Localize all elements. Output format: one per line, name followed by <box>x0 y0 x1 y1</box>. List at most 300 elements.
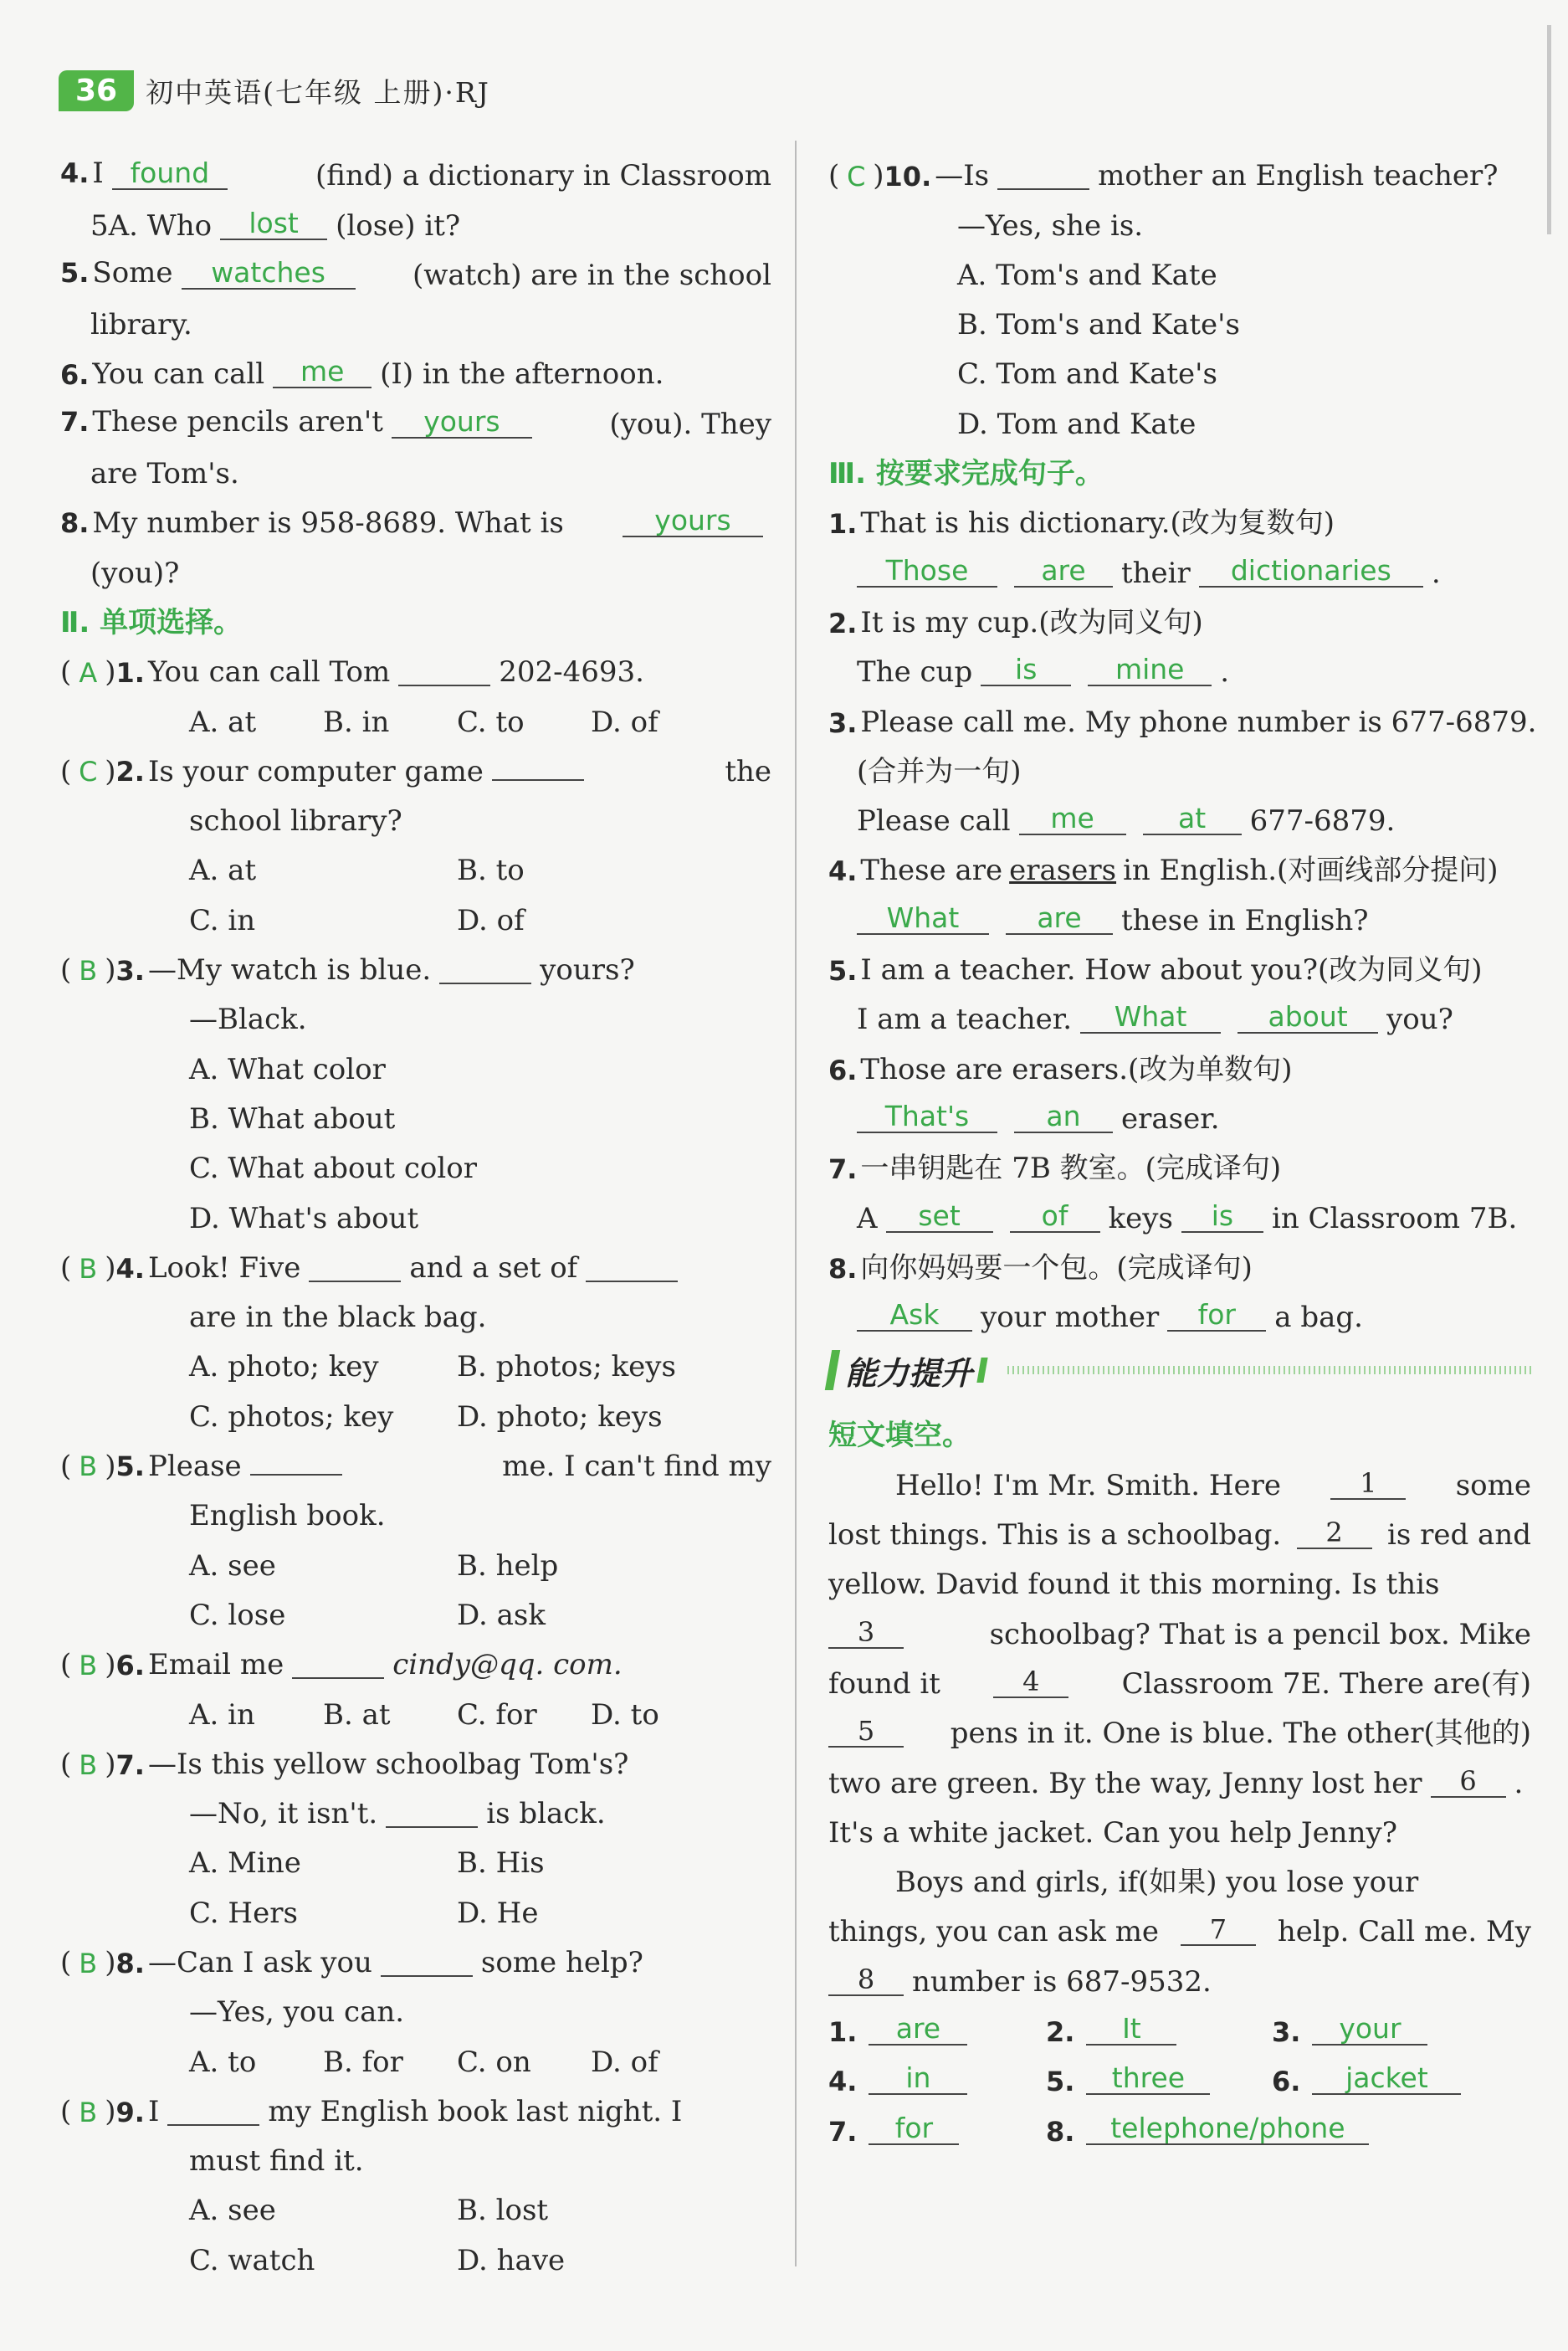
mc10-option-d <box>828 388 1531 441</box>
q-text: in English.(对画线部分提问) <box>1123 854 1499 888</box>
answer-field[interactable]: about <box>1237 1003 1378 1034</box>
passage-text: some <box>1455 1468 1531 1502</box>
answer-field[interactable]: in <box>869 2064 967 2095</box>
q-text: 向你妈妈要一个包。(完成译句) <box>860 1250 1253 1285</box>
answer-field[interactable]: of <box>1010 1202 1100 1233</box>
answer-field[interactable]: dictionaries <box>1199 557 1423 588</box>
q-text: You can call <box>92 357 265 392</box>
blank <box>439 959 531 984</box>
option-c[interactable]: C. What about color <box>189 1152 477 1186</box>
passage-text: . <box>1514 1766 1524 1800</box>
option-b[interactable]: B. at <box>323 1697 391 1732</box>
q4-line2 <box>60 190 771 243</box>
passage-blank[interactable]: 4 <box>993 1668 1068 1698</box>
passage-text: schoolbag? That is a pencil box. Mike <box>989 1617 1531 1651</box>
q-text: (lose) it? <box>336 208 461 243</box>
mc3-option-a <box>60 1034 771 1086</box>
mc1-line1: ( A ) 1. You can call Tom 202-4693. <box>60 655 644 690</box>
s6-answer <box>828 1084 1531 1136</box>
passage-line-1 <box>828 1450 1531 1502</box>
s5-answer <box>828 984 1531 1037</box>
q-number: 3. <box>1272 2015 1301 2048</box>
q-text: mother an English teacher? <box>1098 159 1499 193</box>
q-number: 5. <box>828 955 858 988</box>
passage-line-3 <box>828 1549 1531 1602</box>
s6-question <box>828 1034 1531 1086</box>
q-text: —Is this yellow schoolbag Tom's? <box>147 1747 629 1781</box>
passage-text: number is 687-9532. <box>912 1964 1212 1999</box>
mc10-option-c <box>828 339 1531 392</box>
mc4-options-1 <box>60 1332 771 1384</box>
option-b[interactable]: B. help <box>457 1548 559 1583</box>
q-text: me. I can't find my <box>502 1450 771 1484</box>
q-text: —My watch is blue. <box>147 953 432 988</box>
passage-line-11 <box>828 1946 1531 1999</box>
passage-blank[interactable]: 2 <box>1297 1519 1372 1549</box>
q-number: 2. <box>1046 2015 1075 2048</box>
passage-blank[interactable]: 6 <box>1431 1768 1506 1798</box>
q-number: 4. <box>115 1252 145 1285</box>
s3-question <box>828 686 1537 739</box>
mc9-line2 <box>60 2126 771 2179</box>
answer-field[interactable]: is <box>981 655 1071 686</box>
mc5-options-2 <box>60 1580 771 1630</box>
blank <box>386 1803 478 1828</box>
mc10-line1: ( C ) 10. —Is mother an English teacher? <box>828 159 1499 193</box>
option-c[interactable]: C. on <box>457 2045 531 2079</box>
choice-answer[interactable]: B <box>79 2096 98 2128</box>
choice-answer[interactable]: C <box>79 755 98 788</box>
q-number: 8. <box>828 1252 858 1285</box>
answer-field[interactable]: for <box>1167 1301 1266 1332</box>
answer-field[interactable]: What <box>1080 1003 1221 1034</box>
s5-question <box>828 935 1531 988</box>
q-text: (I) in the afternoon. <box>380 357 664 392</box>
passage-text: yellow. David found it this morning. Is this <box>828 1568 1440 1602</box>
answer-field[interactable]: watches <box>182 259 356 290</box>
q5-line2 <box>60 290 771 342</box>
option-a[interactable]: A. in <box>189 1697 255 1732</box>
q-text: you? <box>1386 1003 1453 1037</box>
option-b[interactable]: B. in <box>323 705 390 739</box>
q-text: their <box>1121 556 1191 590</box>
q8-line1 <box>60 488 771 541</box>
answer-field[interactable]: your <box>1312 2015 1427 2046</box>
s1-answer <box>828 537 1531 590</box>
passage-text: Classroom 7E. There are(有) <box>1121 1666 1531 1701</box>
q-number: 2. <box>115 755 145 788</box>
option-c[interactable]: C. watch <box>189 2243 315 2277</box>
s7-answer <box>828 1183 1531 1235</box>
q-text: your mother <box>981 1301 1160 1335</box>
option-c[interactable]: C. Hers <box>189 1896 298 1930</box>
option-d[interactable]: D. photo; keys <box>457 1399 663 1434</box>
q-text: A <box>857 1201 878 1235</box>
passage-text: It's a white jacket. Can you help Jenny? <box>828 1815 1397 1850</box>
mc7-options-2 <box>60 1877 771 1930</box>
option-a[interactable]: A. see <box>189 1548 276 1583</box>
option-a[interactable]: A. at <box>189 854 257 888</box>
blank <box>292 1654 384 1679</box>
q-text: my English book last night. I <box>268 2094 683 2128</box>
s2-answer <box>828 637 1531 690</box>
answer-field[interactable]: found <box>112 159 228 190</box>
q-text: and a set of <box>409 1250 578 1285</box>
option-a[interactable]: A. Tom's and Kate <box>957 258 1217 292</box>
email-text: cindy@qq. com. <box>392 1648 623 1682</box>
q-number: 6. <box>60 359 90 392</box>
q4-line1 <box>60 141 771 193</box>
answer-field[interactable]: me <box>1019 804 1126 835</box>
answer-field[interactable]: are <box>1006 904 1113 935</box>
section-title: 短文填空。 <box>828 1419 971 1453</box>
mc8-line2 <box>60 1977 771 2030</box>
section-4-heading <box>828 1400 1531 1453</box>
q-text: library. <box>90 308 192 342</box>
q-number: 7. <box>60 405 90 438</box>
answer-field[interactable]: set <box>886 1202 993 1233</box>
mc5-line2 <box>60 1481 771 1533</box>
mc10-option-b <box>828 290 1531 342</box>
underlined-word: erasers <box>1009 854 1117 888</box>
q-text: Please call <box>857 804 1011 839</box>
q-text: are in the black bag. <box>189 1301 487 1335</box>
mc4-line2 <box>60 1282 771 1335</box>
option-b[interactable]: B. His <box>457 1846 545 1881</box>
mc10-line2 <box>828 190 1531 243</box>
q-text: eraser. <box>1121 1101 1220 1136</box>
passage-line-2 <box>828 1500 1531 1553</box>
answer-field[interactable]: are <box>1014 557 1113 588</box>
mc2-line2 <box>60 786 771 839</box>
s1-question <box>828 488 1531 541</box>
mc3-line1: ( B ) 3. —My watch is blue. yours? <box>60 953 635 988</box>
q-text: Is your computer game <box>147 754 484 788</box>
q-text: —Can I ask you <box>147 1945 372 1979</box>
choice-answer[interactable]: B <box>79 1450 98 1483</box>
answer-row-3 <box>828 2095 1531 2148</box>
mc9-line1: ( B ) 9. I my English book last night. I <box>60 2094 683 2128</box>
option-d[interactable]: D. of <box>591 2045 658 2079</box>
section-title: Ⅱ. 单项选择。 <box>60 605 243 639</box>
s8-question <box>828 1233 1531 1285</box>
q-text: (find) a dictionary in Classroom <box>315 159 771 193</box>
blank <box>398 661 490 686</box>
answer-field[interactable]: for <box>869 2114 959 2145</box>
passage-line-5 <box>828 1649 1531 1701</box>
answer-field[interactable]: What <box>857 904 989 935</box>
option-a[interactable]: A. at <box>189 705 257 739</box>
q-text: These are <box>860 854 1003 888</box>
s7-question <box>828 1133 1531 1186</box>
blank <box>381 1952 473 1977</box>
ability-banner <box>828 1340 1531 1400</box>
passage-blank[interactable]: 3 <box>828 1619 904 1649</box>
q-number: 3. <box>115 955 145 988</box>
q-number: 7. <box>828 1153 858 1186</box>
q-text: (you)? <box>90 556 180 590</box>
passage-text: things, you can ask me <box>828 1915 1160 1949</box>
section-2-heading <box>60 588 771 637</box>
q-number: 4. <box>60 157 90 190</box>
q-text: I <box>92 157 104 191</box>
banner-accent <box>976 1358 987 1383</box>
mc7-line1: ( B ) 7. —Is this yellow schoolbag Tom's? <box>60 1747 629 1781</box>
option-d[interactable]: D. Tom and Kate <box>957 407 1196 441</box>
passage-line-4 <box>828 1599 1531 1651</box>
q-number: 1. <box>828 508 858 541</box>
option-a[interactable]: A. What color <box>189 1052 386 1086</box>
answer-field[interactable]: jacket <box>1312 2064 1461 2095</box>
mc3-line2 <box>60 984 771 1037</box>
mc2-options-2 <box>60 885 771 937</box>
blank <box>492 756 584 781</box>
mc10-option-a <box>828 240 1531 290</box>
option-a[interactable]: A. to <box>189 2045 257 2079</box>
mc2-options-1 <box>60 835 771 888</box>
choice-answer[interactable]: C <box>847 161 866 193</box>
section-title: Ⅲ. 按要求完成句子。 <box>828 457 1104 491</box>
q-text: (you). They <box>609 407 771 441</box>
q-text: Please <box>147 1450 242 1484</box>
answer-field[interactable]: an <box>1014 1102 1113 1133</box>
option-b[interactable]: B. What about <box>189 1101 396 1136</box>
q-text: (合并为一句) <box>857 754 1022 788</box>
choice-answer[interactable]: B <box>79 1748 98 1781</box>
answer-field[interactable]: are <box>869 2015 967 2046</box>
choice-answer[interactable]: B <box>79 1947 98 1979</box>
passage-blank[interactable]: 1 <box>1330 1470 1406 1500</box>
answer-field[interactable]: yours <box>392 408 532 439</box>
q-number: 5. <box>1046 2066 1075 2098</box>
q-number: 5. <box>115 1450 145 1483</box>
q-text: are Tom's. <box>90 457 239 491</box>
q-text: keys <box>1108 1201 1173 1235</box>
q-text: —Yes, she is. <box>957 208 1144 243</box>
blank <box>586 1257 678 1282</box>
option-c[interactable]: C. for <box>457 1697 537 1732</box>
q-text: . <box>1220 655 1230 690</box>
answer-field[interactable]: That's <box>857 1102 997 1133</box>
option-d[interactable]: D. of <box>457 903 525 937</box>
answer-field[interactable]: three <box>1086 2064 1210 2095</box>
q7-line1 <box>60 388 771 441</box>
q-text: Some <box>92 255 173 290</box>
q-number: 6. <box>1272 2066 1301 2098</box>
option-a[interactable]: A. Mine <box>189 1846 301 1881</box>
option-d[interactable]: D. What's about <box>189 1201 419 1235</box>
passage-blank[interactable]: 5 <box>828 1717 904 1748</box>
s8-answer <box>828 1282 1531 1335</box>
answer-field[interactable]: Those <box>857 557 997 588</box>
q-text: yours? <box>540 953 635 988</box>
choice-answer[interactable]: B <box>79 1650 98 1682</box>
choice-answer[interactable]: B <box>79 955 98 988</box>
option-a[interactable]: A. see <box>189 2194 276 2228</box>
option-c[interactable]: C. to <box>457 705 525 739</box>
q-text: —Yes, you can. <box>189 1995 405 2030</box>
q-number: 8. <box>1046 2115 1075 2148</box>
blank <box>167 2101 259 2126</box>
q-text: I <box>147 2094 160 2128</box>
q-number: 3. <box>828 706 858 739</box>
q-text: Look! Five <box>147 1250 301 1285</box>
s3-question-2 <box>828 737 1531 786</box>
q-number: 2. <box>828 607 858 639</box>
s3-answer <box>828 786 1531 839</box>
q-number: 9. <box>115 2096 145 2128</box>
option-b[interactable]: B. photos; keys <box>457 1350 676 1384</box>
option-d[interactable]: D. He <box>457 1896 539 1930</box>
option-c[interactable]: C. photos; key <box>189 1399 394 1434</box>
q-number: 10. <box>884 161 932 193</box>
option-d[interactable]: D. of <box>591 705 658 739</box>
option-c[interactable]: C. in <box>189 903 256 937</box>
answer-field[interactable]: telephone/phone <box>1086 2114 1369 2145</box>
s2-question <box>828 588 1531 637</box>
answer-field[interactable]: is <box>1181 1202 1263 1233</box>
mc8-line1: ( B ) 8. —Can I ask you some help? <box>60 1945 643 1979</box>
option-b[interactable]: B. lost <box>457 2194 549 2228</box>
q-number: 4. <box>828 855 858 888</box>
q-text: Please call me. My phone number is 677-6879. <box>860 705 1537 739</box>
q-text: —Is <box>935 159 990 193</box>
mc7-line2 <box>60 1779 771 1831</box>
q-text: is black. <box>486 1797 606 1831</box>
q-text: 202-4693. <box>499 655 644 690</box>
mc3-option-d <box>60 1183 771 1235</box>
q6-line <box>60 339 771 392</box>
answer-field[interactable]: mine <box>1088 655 1212 686</box>
passage-text: lost things. This is a schoolbag. <box>828 1518 1282 1553</box>
option-b[interactable]: B. Tom's and Kate's <box>957 308 1240 342</box>
q-text: You can call Tom <box>147 655 391 690</box>
ability-title: 能力提升 <box>845 1354 973 1392</box>
answer-field[interactable]: lost <box>220 209 327 240</box>
passage-blank[interactable]: 7 <box>1181 1916 1256 1946</box>
q-text: 5A. Who <box>90 208 213 243</box>
q-text: school library? <box>189 804 402 839</box>
q-number: 1. <box>828 2015 858 2048</box>
q-text: —Black. <box>189 1003 307 1037</box>
banner-accent <box>825 1350 840 1390</box>
q-text: English book. <box>189 1499 386 1533</box>
q-text: must find it. <box>189 2144 364 2179</box>
q8-line2 <box>60 537 771 590</box>
q-number: 8. <box>115 1947 145 1979</box>
passage-text: Boys and girls, if(如果) you lose your <box>895 1866 1419 1900</box>
option-c[interactable]: C. lose <box>189 1598 286 1632</box>
mc9-options-1 <box>60 2175 771 2228</box>
passage-text: Hello! I'm Mr. Smith. Here <box>895 1468 1281 1502</box>
page-header <box>59 69 490 112</box>
q-text: The cup <box>857 655 973 690</box>
mc5-options-1 <box>60 1530 771 1583</box>
answer-field[interactable]: It <box>1086 2015 1176 2046</box>
q-text: These pencils aren't <box>92 404 383 439</box>
q-number: 1. <box>115 657 145 690</box>
q-text: 一串钥匙在 7B 教室。(完成译句) <box>860 1152 1282 1186</box>
mc5-line1: ( B )5. Please me. I can't find my <box>60 1450 771 1484</box>
choice-answer[interactable]: A <box>79 657 98 690</box>
option-a[interactable]: A. photo; key <box>189 1350 379 1384</box>
q-text: 677-6879. <box>1249 804 1396 839</box>
q-number: 8. <box>60 507 90 540</box>
q-text: My number is 958-8689. What is <box>92 506 564 541</box>
option-d[interactable]: D. to <box>591 1697 659 1732</box>
answer-field[interactable]: me <box>273 357 372 388</box>
mc8-options <box>60 2026 771 2079</box>
right-column <box>828 141 1537 2148</box>
q-number: 4. <box>828 2066 858 2098</box>
q-text: these in English? <box>1121 903 1369 937</box>
passage-line-10 <box>828 1897 1531 1949</box>
passage-text: two are green. By the way, Jenny lost her <box>828 1766 1422 1800</box>
section-3-heading <box>828 439 1531 491</box>
mc9-options-2 <box>60 2225 771 2277</box>
blank <box>250 1450 342 1476</box>
option-b[interactable]: B. to <box>457 854 525 888</box>
q-number: 7. <box>828 2115 858 2148</box>
q-text: . <box>1431 556 1441 590</box>
mc6-line1: ( B ) 6. Email me cindy@qq. com. <box>60 1648 623 1682</box>
blank <box>309 1257 401 1282</box>
q5-line1 <box>60 240 771 290</box>
choice-answer[interactable]: B <box>79 1252 98 1285</box>
q-text: I am a teacher. How about you?(改为同义句) <box>860 953 1483 988</box>
q-text: a bag. <box>1274 1301 1363 1335</box>
passage-line-7 <box>828 1748 1531 1800</box>
mc3-option-b <box>60 1084 771 1136</box>
answer-field[interactable]: at <box>1143 804 1242 835</box>
mc4-options-2 <box>60 1381 771 1434</box>
answer-field[interactable]: Ask <box>857 1301 972 1332</box>
q-text: Email me <box>147 1648 284 1682</box>
mc4-line1: ( B ) 4. Look! Five and a set of <box>60 1233 771 1282</box>
passage-blank[interactable]: 8 <box>828 1966 904 1996</box>
mc7-options-1 <box>60 1828 771 1881</box>
option-c[interactable]: C. Tom and Kate's <box>957 357 1217 392</box>
answer-field[interactable]: yours <box>623 506 763 537</box>
q-text: in Classroom 7B. <box>1271 1201 1518 1235</box>
blank <box>997 165 1089 190</box>
q-text: the <box>725 754 771 788</box>
s4-answer <box>828 885 1531 937</box>
page-number-badge: 36 <box>59 70 134 111</box>
mc3-option-c <box>60 1133 771 1186</box>
q-text: It is my cup.(改为同义句) <box>860 605 1203 639</box>
option-b[interactable]: B. for <box>323 2045 403 2079</box>
page-edge-rule <box>1547 25 1551 234</box>
q-text: some help? <box>480 1945 643 1979</box>
q-number: 6. <box>115 1650 145 1682</box>
q-text: That is his dictionary.(改为复数句) <box>860 506 1335 541</box>
book-title: 初中英语(七年级 上册)·RJ <box>146 75 490 109</box>
option-d[interactable]: D. have <box>457 2243 566 2277</box>
column-divider <box>795 141 797 2266</box>
q-text: I am a teacher. <box>857 1003 1073 1037</box>
q-text: Those are erasers.(改为单数句) <box>860 1052 1293 1086</box>
q-number: 6. <box>828 1054 858 1086</box>
passage-text: pens in it. One is blue. The other(其他的) <box>950 1717 1531 1751</box>
mc2-line1: ( C )2. Is your computer game the <box>60 754 771 788</box>
passage-line-6 <box>828 1698 1531 1751</box>
option-d[interactable]: D. ask <box>457 1598 546 1632</box>
passage-text: is red and <box>1386 1518 1531 1553</box>
q-text: —No, it isn't. <box>189 1797 378 1831</box>
mc1-options <box>60 686 771 739</box>
mc6-options <box>60 1679 771 1732</box>
